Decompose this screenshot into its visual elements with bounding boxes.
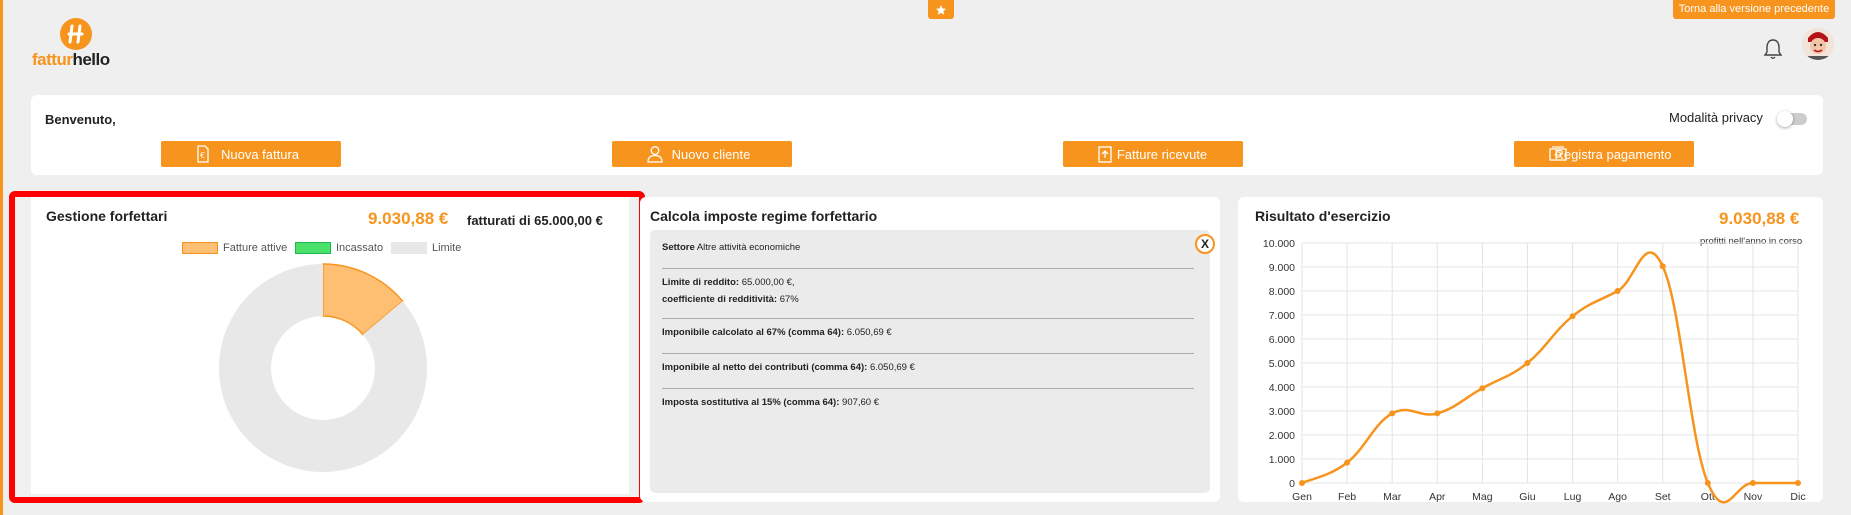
invoice-icon: [195, 145, 211, 163]
settore-row: Settore Altre attività economiche: [662, 242, 801, 253]
x-tick-label: Apr: [1429, 491, 1446, 503]
y-tick-label: 3.000: [1268, 406, 1295, 418]
x-tick-label: Set: [1654, 491, 1671, 503]
x-tick-label: Ott: [1700, 491, 1715, 503]
data-point-set[interactable]: [1660, 263, 1666, 269]
limite-row: Limite di reddito: 65.000,00 €,: [662, 277, 795, 288]
data-point-mag[interactable]: [1479, 385, 1485, 391]
tax-calculator-card: [640, 197, 1220, 502]
new-invoice-button[interactable]: € Nuova fattura: [161, 141, 341, 167]
welcome-card: [31, 95, 1823, 175]
forfettari-donut-chart: [210, 262, 440, 474]
divider: [662, 353, 1194, 354]
privacy-mode-toggle[interactable]: [1779, 113, 1807, 125]
x-tick-label: Mar: [1383, 491, 1402, 503]
revert-version-button[interactable]: Torna alla versione precedente: [1673, 0, 1835, 19]
logo-h-icon: [60, 18, 92, 50]
x-tick-label: Lug: [1563, 491, 1582, 503]
received-invoices-button[interactable]: Fatture ricevute: [1063, 141, 1243, 167]
y-tick-label: 2.000: [1268, 430, 1295, 442]
payment-icon: [1548, 145, 1568, 163]
data-point-feb[interactable]: [1344, 460, 1350, 466]
notifications-button[interactable]: [1762, 37, 1784, 61]
user-icon: [646, 145, 664, 163]
forfettari-title: Gestione forfettari: [46, 208, 168, 224]
legend-swatch: [391, 242, 427, 254]
x-tick-label: Giu: [1519, 491, 1536, 503]
data-point-ott[interactable]: [1705, 480, 1711, 486]
x-tick-label: Mag: [1472, 491, 1493, 503]
x-tick-label: Gen: [1292, 491, 1312, 503]
x-tick-label: Feb: [1338, 491, 1357, 503]
forfettari-amount: 9.030,88 €: [368, 209, 449, 228]
y-tick-label: 9.000: [1268, 262, 1295, 274]
star-icon: [935, 4, 947, 16]
coefficiente-row: coefficiente di redditività: 67%: [662, 294, 799, 305]
data-point-gen[interactable]: [1299, 480, 1305, 486]
legend-swatch: [295, 242, 331, 254]
forfettari-limit-text: fatturati di 65.000,00 €: [467, 213, 603, 228]
welcome-title: Benvenuto,: [45, 112, 116, 127]
netto-row: Imponibile al netto dei contributi (comma 64): 6.050,69 €: [662, 362, 915, 373]
privacy-mode-label: Modalità privacy: [1669, 110, 1763, 125]
y-tick-label: 8.000: [1268, 286, 1295, 298]
y-tick-label: 7.000: [1268, 310, 1295, 322]
user-avatar[interactable]: [1802, 28, 1834, 60]
data-point-ago[interactable]: [1615, 288, 1621, 294]
x-tick-label: Ago: [1608, 491, 1627, 503]
close-button[interactable]: X: [1195, 234, 1215, 254]
x-tick-label: Dic: [1790, 491, 1806, 503]
y-tick-label: 1.000: [1268, 454, 1295, 466]
legend-swatch: [182, 242, 218, 254]
data-point-nov[interactable]: [1750, 480, 1756, 486]
profit-series-line: [1302, 253, 1798, 503]
y-tick-label: 5.000: [1268, 358, 1295, 370]
divider: [662, 388, 1194, 389]
divider: [662, 268, 1194, 269]
tax-calculator-box: [650, 230, 1210, 493]
result-subtitle: profitti nell'anno in corso: [1700, 236, 1803, 247]
legend-item-limite[interactable]: Limite: [391, 242, 461, 254]
upload-icon: [1097, 145, 1113, 163]
legend-item-fatture-attive[interactable]: Fatture attive: [182, 242, 287, 254]
favorite-button[interactable]: [928, 0, 954, 19]
imponibile-row: Imponibile calcolato al 67% (comma 64): 6.050,69 €: [662, 327, 892, 338]
y-tick-label: 10.000: [1262, 238, 1295, 250]
y-tick-label: 4.000: [1268, 382, 1295, 394]
data-point-lug[interactable]: [1570, 313, 1576, 319]
left-accent-bar: [0, 0, 3, 515]
result-line-chart: [1238, 236, 1823, 512]
brand-logo[interactable]: [32, 18, 132, 72]
y-tick-label: 0: [1289, 478, 1295, 490]
legend-item-incassato[interactable]: Incassato: [295, 242, 383, 254]
imposta-row: Imposta sostitutiva al 15% (comma 64): 907,60 €: [662, 397, 880, 408]
divider: [662, 318, 1194, 319]
y-tick-label: 6.000: [1268, 334, 1295, 346]
register-payment-button[interactable]: Registra pagamento: [1514, 141, 1694, 167]
result-amount: 9.030,88 €: [1719, 209, 1800, 228]
result-title: Risultato d'esercizio: [1255, 208, 1391, 224]
data-point-apr[interactable]: [1434, 410, 1440, 416]
x-tick-label: Nov: [1743, 491, 1763, 503]
svg-text:€: €: [200, 151, 206, 160]
data-point-mar[interactable]: [1389, 410, 1395, 416]
data-point-giu[interactable]: [1524, 360, 1530, 366]
brand-name: fatturhello: [32, 50, 110, 69]
new-client-button[interactable]: Nuovo cliente: [612, 141, 792, 167]
bell-icon: [1762, 37, 1784, 61]
data-point-dic[interactable]: [1795, 480, 1801, 486]
tax-calculator-title: Calcola imposte regime forfettario: [650, 208, 878, 224]
